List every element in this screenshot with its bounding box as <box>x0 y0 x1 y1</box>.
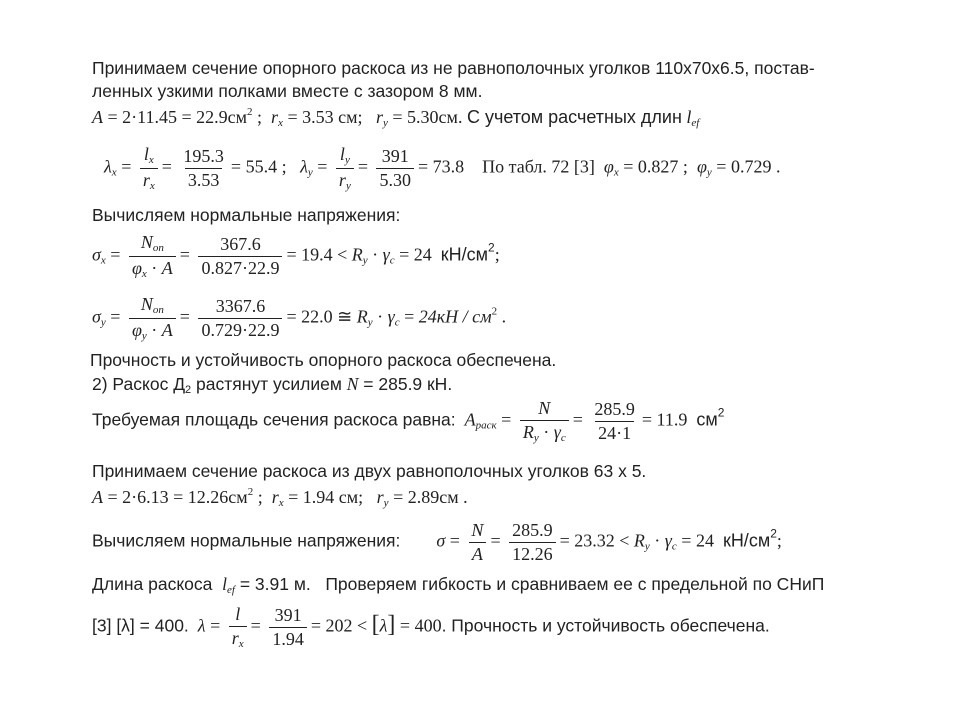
item-2-line <box>92 374 452 397</box>
table-reference: По табл. 72 [3] <box>482 156 595 177</box>
stress-line-2: Вычисляем нормальные напряжения: σ = $\frac{N}{A}$ = $\frac{285.9}{12.26}$ = $23.32 < R_y \cdot \gamma_c = 24$ $кН/см^2$; <box>92 520 782 564</box>
para1-line2: ленных узкими полками вместе с зазором 8 мм. <box>92 81 483 101</box>
stress-2-fraction: $\frac{285.9}{12.26}$ <box>509 520 556 564</box>
stress-2-limit: 24 <box>695 530 714 551</box>
rx-2-value: 1.94 <box>302 487 335 507</box>
length-postfix: Проверяем гибкость и сравниваем ее с предельной по СНиП <box>325 574 825 594</box>
final-line: [3] [λ] = 400. λ = $\frac{l}{r_x}$ = $\frac{391}{1.94}$ = 202 < [λ] = 400. Прочность и устойчивость обеспечена. <box>92 604 770 650</box>
length-line: Длина раскоса $l_{ef} = 3.91$ м. Проверяем гибкость и сравниваем ее с предельной по СНиП <box>92 574 825 596</box>
area-line-2: $A = 2\cdot 6.13 = 12.26см^2$ ; $r_x = 1.94$ см; $r_y = 2.89см$ . <box>92 486 468 509</box>
item-2-middle: растянут усилием <box>191 374 347 394</box>
required-area-units: см <box>696 409 718 430</box>
stress-2-exponent: 2 <box>770 526 777 541</box>
conclusion-1: Прочность и устойчивость опорного раскоса обеспечена. <box>90 350 557 370</box>
sigma-x-fraction: $\frac{367.6}{0.827\cdot 22.9}$ <box>198 234 282 278</box>
sigma-y-value: 22.0 <box>301 306 333 327</box>
ly-ratio: $\frac{l_y}{r_y}$ <box>336 144 354 192</box>
sigma-y-line: $\sigma_y$ = $\frac{N_{оп}}{\varphi_y \cdot A}$ = $\frac{3367.6}{0.729\cdot 22.9}$ = 22.0 ≅ $R_y \cdot \gamma_c = 24кН / см^2$ . <box>92 294 507 342</box>
final-postfix: . Прочность и устойчивость обеспечена. <box>441 615 770 636</box>
area-symbol: A <box>92 107 103 127</box>
length-value: = 3.91 м. <box>234 574 311 594</box>
final-limit: 400 <box>414 615 442 636</box>
sigma-x-units: кН/см <box>440 244 489 265</box>
item-2-force-symbol: N <box>346 374 359 394</box>
lx-fraction: $\frac{195.3}{3.53}$ <box>183 145 224 190</box>
phi-x-value: 0.827 <box>637 156 679 177</box>
required-area-fraction: $\frac{285.9}{24\cdot 1}$ <box>594 398 635 443</box>
stress-heading-1: Вычисляем нормальные напряжения: <box>92 205 401 225</box>
sigma-x-value: 19.4 <box>301 244 333 265</box>
sigma-y-exponent: 2 <box>491 305 498 318</box>
sigma-x-end: ; <box>494 244 500 265</box>
stress-2-units: кН/см <box>722 530 771 551</box>
area-expression: 2·11.45 = 22.9см <box>122 107 248 127</box>
stress-2-end: ; <box>776 530 782 551</box>
sigma-x-ratio: $\frac{N_{оп}}{\varphi_x \cdot A}$ <box>129 232 176 280</box>
length-prefix: Длина раскоса <box>92 574 213 594</box>
ly-fraction: $\frac{391}{5.30}$ <box>376 146 414 190</box>
item-2-force-value: = 285.9 кН. <box>358 374 453 394</box>
final-ratio: $\frac{l}{r_x}$ <box>229 604 247 650</box>
area-2-exponent: 2 <box>247 486 254 498</box>
required-area-value: 11.9 <box>656 409 688 430</box>
sigma-x-limit: 24 <box>413 244 432 265</box>
rx-value: 3.53 <box>302 107 334 127</box>
item-2-prefix: 2) Раскос Д <box>92 374 186 394</box>
para2: Принимаем сечение раскоса из двух равнополочных уголков 63 х 5. <box>92 461 647 481</box>
sigma-y-ratio: $\frac{N_{оп}}{\varphi_y \cdot A}$ <box>129 294 176 342</box>
lx-ratio: $\frac{l_x}{r_x}$ <box>140 144 158 192</box>
sigma-x-exponent: 2 <box>488 240 495 255</box>
required-area-ratio: $\frac{N}{R_y \cdot \gamma_c}$ <box>520 398 569 444</box>
required-area-line: Требуемая площадь сечения раскоса равна: $A_{раск}$ = $\frac{N}{R_y \cdot \gamma_c}$ = $\frac{285.9}{24\cdot 1}$ = 11.9 $см^2$ <box>92 398 725 444</box>
final-fraction: $\frac{391}{1.94}$ <box>269 605 307 649</box>
area-exponent: 2 <box>247 106 253 118</box>
sigma-y-fraction: $\frac{3367.6}{0.729\cdot 22.9}$ <box>198 296 282 340</box>
final-prefix: [3] [λ] = 400. <box>92 615 189 636</box>
stress-heading-2: Вычисляем нормальные напряжения: <box>92 530 401 551</box>
cm-label: см; <box>338 107 363 127</box>
lambda-y-value: 73.8 <box>432 156 465 177</box>
item-2-subscript: 2 <box>185 384 192 396</box>
slenderness-line: $\lambda_x$ = $\frac{l_x}{r_x}$ = $\frac{195.3}{3.53}$ = 55.4 ; $\lambda_y$ = $\frac{l_y}{r_y}$ = $\frac{391}{5.30}$ = 73.8 По табл. 72 [3] $\varphi_x = 0.827$ ; $\varphi_y = 0.729$ . <box>104 144 781 192</box>
stress-2-ratio: $\frac{N}{A}$ <box>468 520 486 564</box>
area-line-1: $A = 2\cdot 11.45 = 22.9см^2$ ; $r_x = 3.53$ см; $r_y = 5.30см$. С учетом расчетных длин $l_{ef}$ <box>92 106 700 129</box>
sigma-y-limit: 24кН / см <box>418 306 492 327</box>
required-area-exponent: 2 <box>717 405 725 420</box>
para1-line1: Принимаем сечение опорного раскоса из не равнополочных уголков 110х70х6.5, постав- <box>92 58 815 78</box>
phi-y-value: 0.729 <box>730 156 772 177</box>
calc-lengths-text: С учетом расчетных длин <box>466 107 682 127</box>
stress-2-value: 23.32 <box>574 530 615 551</box>
sigma-y-end: . <box>501 306 507 327</box>
ry-2-value: 2.89см <box>407 487 459 507</box>
cm-2-label: см; <box>338 487 364 507</box>
final-value: 202 <box>325 615 353 636</box>
sigma-x-line: $\sigma_x$ = $\frac{N_{оп}}{\varphi_x \cdot A}$ = $\frac{367.6}{0.827\cdot 22.9}$ = $19.4 < R_y \cdot \gamma_c = 24$ $кН/см^2$; <box>92 232 500 280</box>
area-2-expression: 2·6.13 = 12.26см <box>122 487 248 507</box>
ry-value: 5.30см <box>407 107 458 127</box>
required-area-text: Требуемая площадь сечения раскоса равна: <box>92 409 456 430</box>
lambda-x-value: 55.4 <box>245 156 278 177</box>
